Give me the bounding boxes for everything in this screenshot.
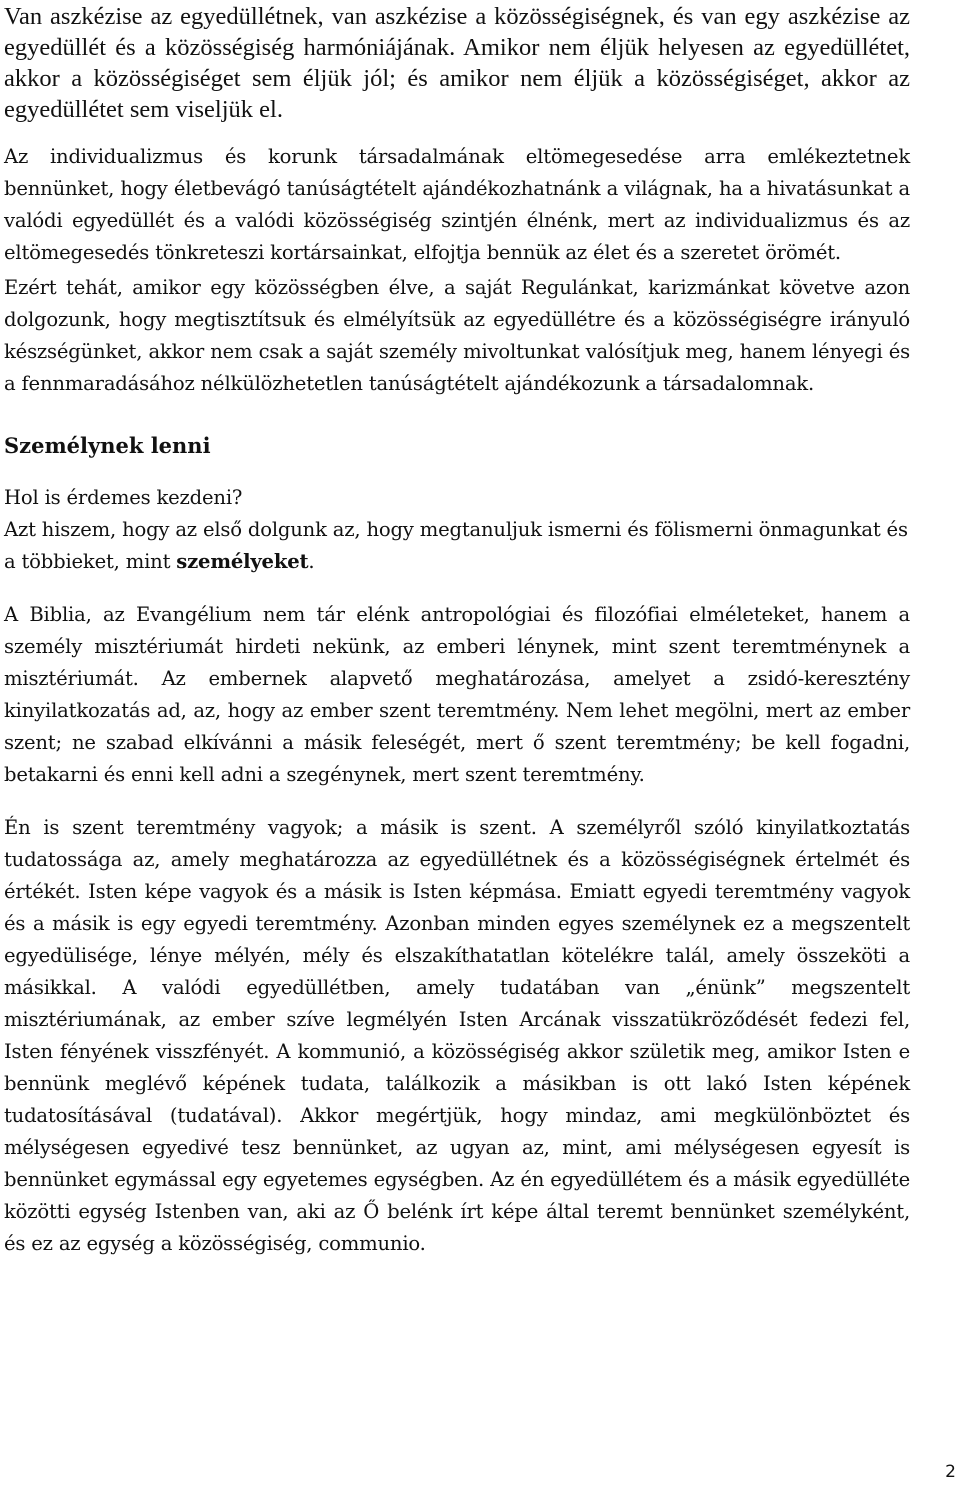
paragraph-asceticism: Van aszkézise az egyedüllétnek, van aszkézise a közösségiségnek, és van egy aszkézise az egyedüllét és a közösségiség harmóniájának. Amikor nem éljük helyesen az egyedüllétet, akkor a közösségiséget sem éljük jól; és amikor nem éljük a közösségiséget, akkor az egyedüllétet sem viseljük el. xyxy=(4,3,910,123)
paragraph-individualism: Az individualizmus és korunk társadalmának eltömegesedése arra emlékeztetnek bennünket, hogy életbevágó tanúságtételt ajándékozhatnánk a világnak, ha a hivatásunkat a valódi egyedüllét és a valódi közösségiség szintjén élnénk, mert az individualizmus és az eltömegesedés tönkreteszi kortársainkat, elfojtja bennük az élet és a szeretet örömét. xyxy=(4,145,910,264)
statement-text: Azt hiszem, hogy az első dolgunk az, hogy megtanuljuk ismerni és fölismerni önmagunkat és a többieket, mint xyxy=(4,518,908,573)
paragraph-sacred-creature: Én is szent teremtmény vagyok; a másik is szent. A személyről szóló kinyilatkoztatás tudatossága az, amely meghatározza az egyedüllétnek és a közösségiségnek értelmét és értékét. Isten képe vagyok és a másik is Isten képmása. Emiatt egyedi teremtmény vagyok és a másik is egy egyedi teremtmény. Azonban minden egyes személynek ez a megszentelt egyedülisége, lénye mélyén, mély és elszakíthatatlan kötelékre talál, amely összeköti a másikkal. A valódi egyedüllétben, amely tudatában van „énünk” megszentelt misztériumának, az ember szíve legmélyén Isten Arcának visszatükröződését fedezi fel, Isten fényének visszfényét. A kommunió, a közösségiség akkor születik meg, amikor Isten e bennünk meglévő képének tudata, találkozik a másikban is ott lakó Isten képének tudatosításával (tudatával). Akkor megértjük, hogy mindaz, ami megkülönböztet és mélységesen egyedivé tesz bennünket, az ugyan az, mint, ami mélységesen egyesít is bennünket egymással egy egyetemes egységben. Az én egyedüllétem és a másik egyedülléte közötti egység Istenben van, aki az Ő belénk írt képe által teremt bennünket személyként, és ez az egység a közösségiség, communio. xyxy=(4,816,910,1255)
statement-end: . xyxy=(308,550,315,573)
statement-line xyxy=(4,514,910,578)
paragraph-community-rule: Ezért tehát, amikor egy közösségben élve, a saját Regulánkat, karizmánkat követve azon dolgozunk, hogy megtisztítsuk és elmélyítsük az egyedüllétre és a közösségiségre irányuló készségünket, akkor nem csak a saját személy mivoltunkat valósítjuk meg, hanem lényegi és a fennmaradásához nélkülözhetetlen tanúságtételt ajándékozunk a társadalomnak. xyxy=(4,276,910,395)
page-number: 2 xyxy=(945,1462,956,1482)
statement-bold-term: személyeket xyxy=(176,550,309,573)
question-line: Hol is érdemes kezdeni? xyxy=(4,486,243,509)
paragraph-bible-person: A Biblia, az Evangélium nem tár elénk antropológiai és filozófiai elméleteket, hanem a személy misztériumát hirdeti nekünk, az emberi lénynek, mint szent teremtménynek a misztériumát. Az embernek alapvető meghatározása, amelyet a zsidó-keresztény kinyilatkozatás ad, az, hogy az ember szent teremtmény. Nem lehet megölni, mert az ember szent; ne szabad elkívánni a másik feleségét, mert ő szent teremtmény; be kell fogadni, betakarni és enni kell adni a szegénynek, mert szent teremtmény. xyxy=(4,603,910,786)
section-heading: Személynek lenni xyxy=(4,433,211,458)
